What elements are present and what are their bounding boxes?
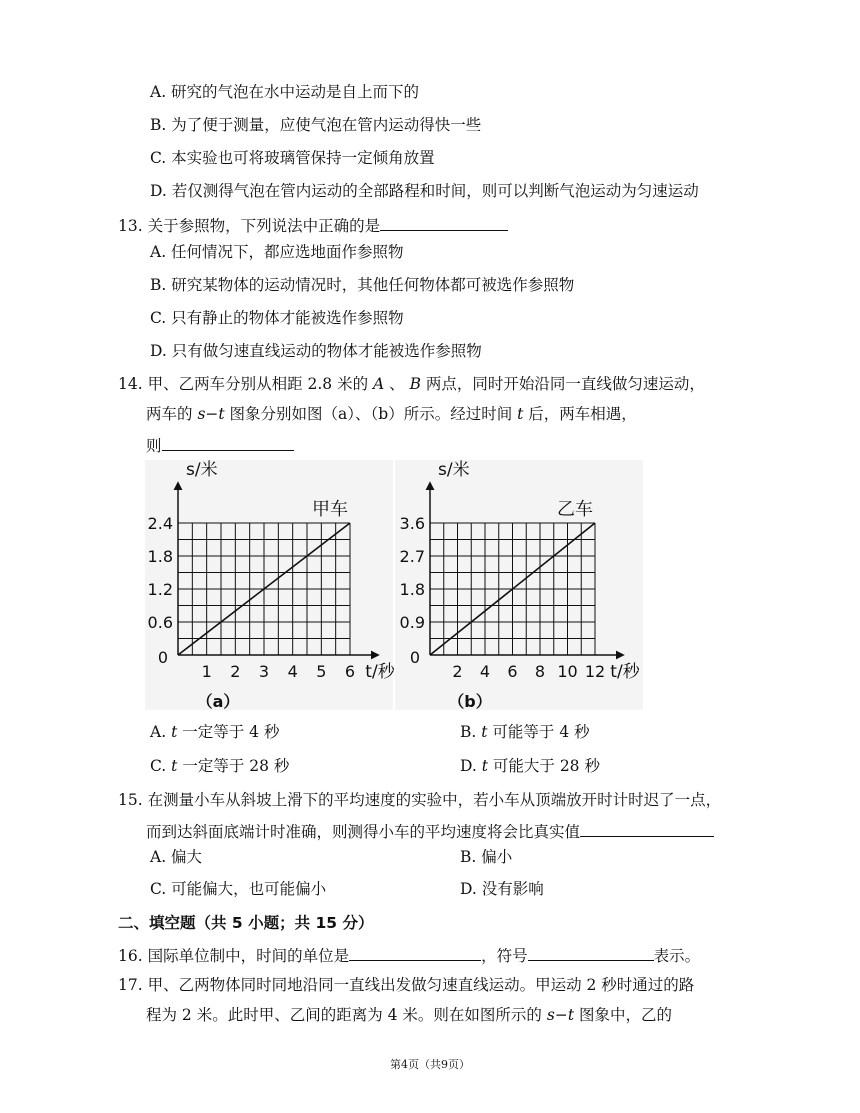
q17-stem-line1: 17. 甲、乙两物体同时同地沿同一直线出发做匀速直线运动。甲运动 2 秒时通过的路 (118, 976, 695, 994)
q14-stem-line3 (146, 434, 294, 456)
t-symbol: t (481, 723, 488, 741)
q16-blank-unit[interactable] (349, 944, 481, 961)
x-tick-label: 8 (534, 662, 546, 681)
x-tick-label: 4 (479, 662, 491, 681)
st-charts-svg (145, 460, 665, 710)
x-tick-label: 4 (287, 662, 298, 681)
chart-caption: （a） (196, 692, 240, 710)
option-text: 一定等于 28 秒 (177, 757, 290, 775)
chart-caption: （b） (448, 692, 492, 710)
q14-option-d (460, 756, 600, 776)
q14-text: 、 (384, 375, 410, 393)
q14-point-a: A (373, 375, 385, 393)
x-tick-label: 12 (584, 662, 606, 681)
q13-stem (118, 214, 508, 236)
q17-stem-line2 (146, 1005, 672, 1025)
x-tick-label: 1 (201, 662, 212, 681)
x-axis-label: t/秒 (365, 662, 395, 682)
q12-option-a: A. 研究的气泡在水中运动是自上而下的 (150, 83, 420, 101)
q14-option-a (150, 722, 279, 742)
option-text: 可能大于 28 秒 (487, 757, 600, 775)
origin-label: 0 (409, 648, 420, 667)
t-symbol: t (171, 723, 178, 741)
q13-option-a: A. 任何情况下，都应选地面作参照物 (150, 243, 404, 261)
x-tick-label: 3 (258, 662, 270, 681)
q13-option-c: C. 只有静止的物体才能被选作参照物 (150, 309, 404, 327)
x-tick-label: 6 (507, 662, 518, 681)
q15-option-a: A. 偏大 (150, 848, 203, 866)
x-tick-label: 2 (230, 662, 241, 681)
y-tick-label: 1.8 (147, 547, 173, 566)
x-tick-label: 6 (344, 662, 356, 681)
q17-text: 程为 2 米。此时甲、乙间的距离为 4 米。则在如图所示的 (146, 1006, 547, 1024)
q12-option-c: C. 本实验也可将玻璃管保持一定倾角放置 (150, 149, 435, 167)
q15-stem-line2 (146, 820, 714, 842)
q16-text: ，符号 (481, 947, 528, 965)
q16-text: 表示。 (653, 947, 701, 965)
q14-text: 则 (146, 437, 162, 455)
q12-option-d: D. 若仅测得气泡在管内运动的全部路程和时间，则可以判断气泡运动为匀速运动 (150, 182, 699, 200)
option-letter: D. (460, 757, 482, 775)
y-tick-label: 3.6 (399, 514, 425, 533)
series-legend: 甲车 (312, 499, 348, 520)
chart-b (395, 460, 643, 710)
y-tick-label: 1.8 (399, 580, 425, 599)
q15-text: 而到达斜面底端计时准确，则测得小车的平均速度将会比真实值 (146, 823, 581, 841)
t-symbol: t (171, 757, 178, 775)
origin-label: 0 (157, 648, 168, 667)
q14-option-b (460, 722, 590, 742)
x-axis-label: t/秒 (610, 662, 640, 682)
page-footer: 第4页（共9页） (390, 1058, 470, 1071)
x-tick-label: 2 (452, 662, 463, 681)
q16-stem (118, 944, 700, 966)
q13-stem-text: 13. 关于参照物，下列说法中正确的是 (118, 217, 381, 235)
option-letter: B. (460, 723, 482, 741)
chart-background (395, 460, 643, 710)
x-tick-label: 10 (557, 662, 578, 681)
q15-option-c: C. 可能偏大，也可能偏小 (150, 880, 327, 898)
option-letter: C. (150, 757, 172, 775)
q13-answer-blank[interactable] (380, 214, 508, 231)
y-tick-label: 2.7 (399, 547, 425, 566)
q15-stem-line1: 15. 在测量小车从斜坡上滑下的平均速度的实验中，若小车从顶端放开时计时迟了一点， (118, 791, 722, 809)
q17-st-symbol: s−t (546, 1006, 575, 1024)
q14-figure (145, 460, 665, 710)
q14-text: 两车的 (146, 405, 198, 423)
option-text: 一定等于 4 秒 (177, 723, 280, 741)
q13-option-b: B. 研究某物体的运动情况时，其他任何物体都可被选作参照物 (150, 276, 575, 294)
q15-option-d: D. 没有影响 (460, 880, 544, 898)
q14-text: 两点，同时开始沿同一直线做匀速运动， (420, 375, 705, 393)
q14-text: 图象分别如图（a）、（b）所示。经过时间 (224, 405, 518, 423)
y-tick-label: 2.4 (147, 514, 173, 533)
option-text: 可能等于 4 秒 (487, 723, 590, 741)
q16-text: 16. 国际单位制中，时间的单位是 (118, 947, 350, 965)
q14-answer-blank[interactable] (162, 434, 294, 451)
q14-st-symbol: s−t (197, 405, 225, 423)
q14-stem-line2 (146, 404, 637, 424)
q15-option-b: B. 偏小 (460, 848, 513, 866)
section-title: 二、填空题（共 5 小题；共 15 分） (118, 914, 374, 932)
q15-answer-blank[interactable] (580, 820, 714, 837)
q16-blank-symbol[interactable] (528, 944, 654, 961)
option-letter: A. (150, 723, 172, 741)
q17-text: 图象中，乙的 (574, 1006, 672, 1024)
y-axis-label: s/米 (438, 460, 470, 480)
q14-text: 14. 甲、乙两车分别从相距 2.8 米的 (118, 375, 374, 393)
y-tick-label: 0.9 (399, 613, 425, 632)
t-symbol: t (481, 757, 488, 775)
y-tick-label: 0.6 (147, 613, 173, 632)
q13-option-d: D. 只有做匀速直线运动的物体才能被选作参照物 (150, 342, 482, 360)
chart-a (145, 460, 396, 710)
q14-t-symbol: t (517, 405, 524, 423)
x-tick-label: 5 (316, 662, 327, 681)
q12-option-b: B. 为了便于测量，应使气泡在管内运动得快一些 (150, 116, 482, 134)
y-axis-label: s/米 (186, 460, 218, 480)
q14-text: 后，两车相遇， (523, 405, 637, 423)
q14-stem-line1 (118, 374, 705, 394)
q14-point-b: B (409, 375, 421, 393)
y-tick-label: 1.2 (147, 580, 173, 599)
series-legend: 乙车 (557, 499, 593, 520)
q14-option-c (150, 756, 289, 776)
